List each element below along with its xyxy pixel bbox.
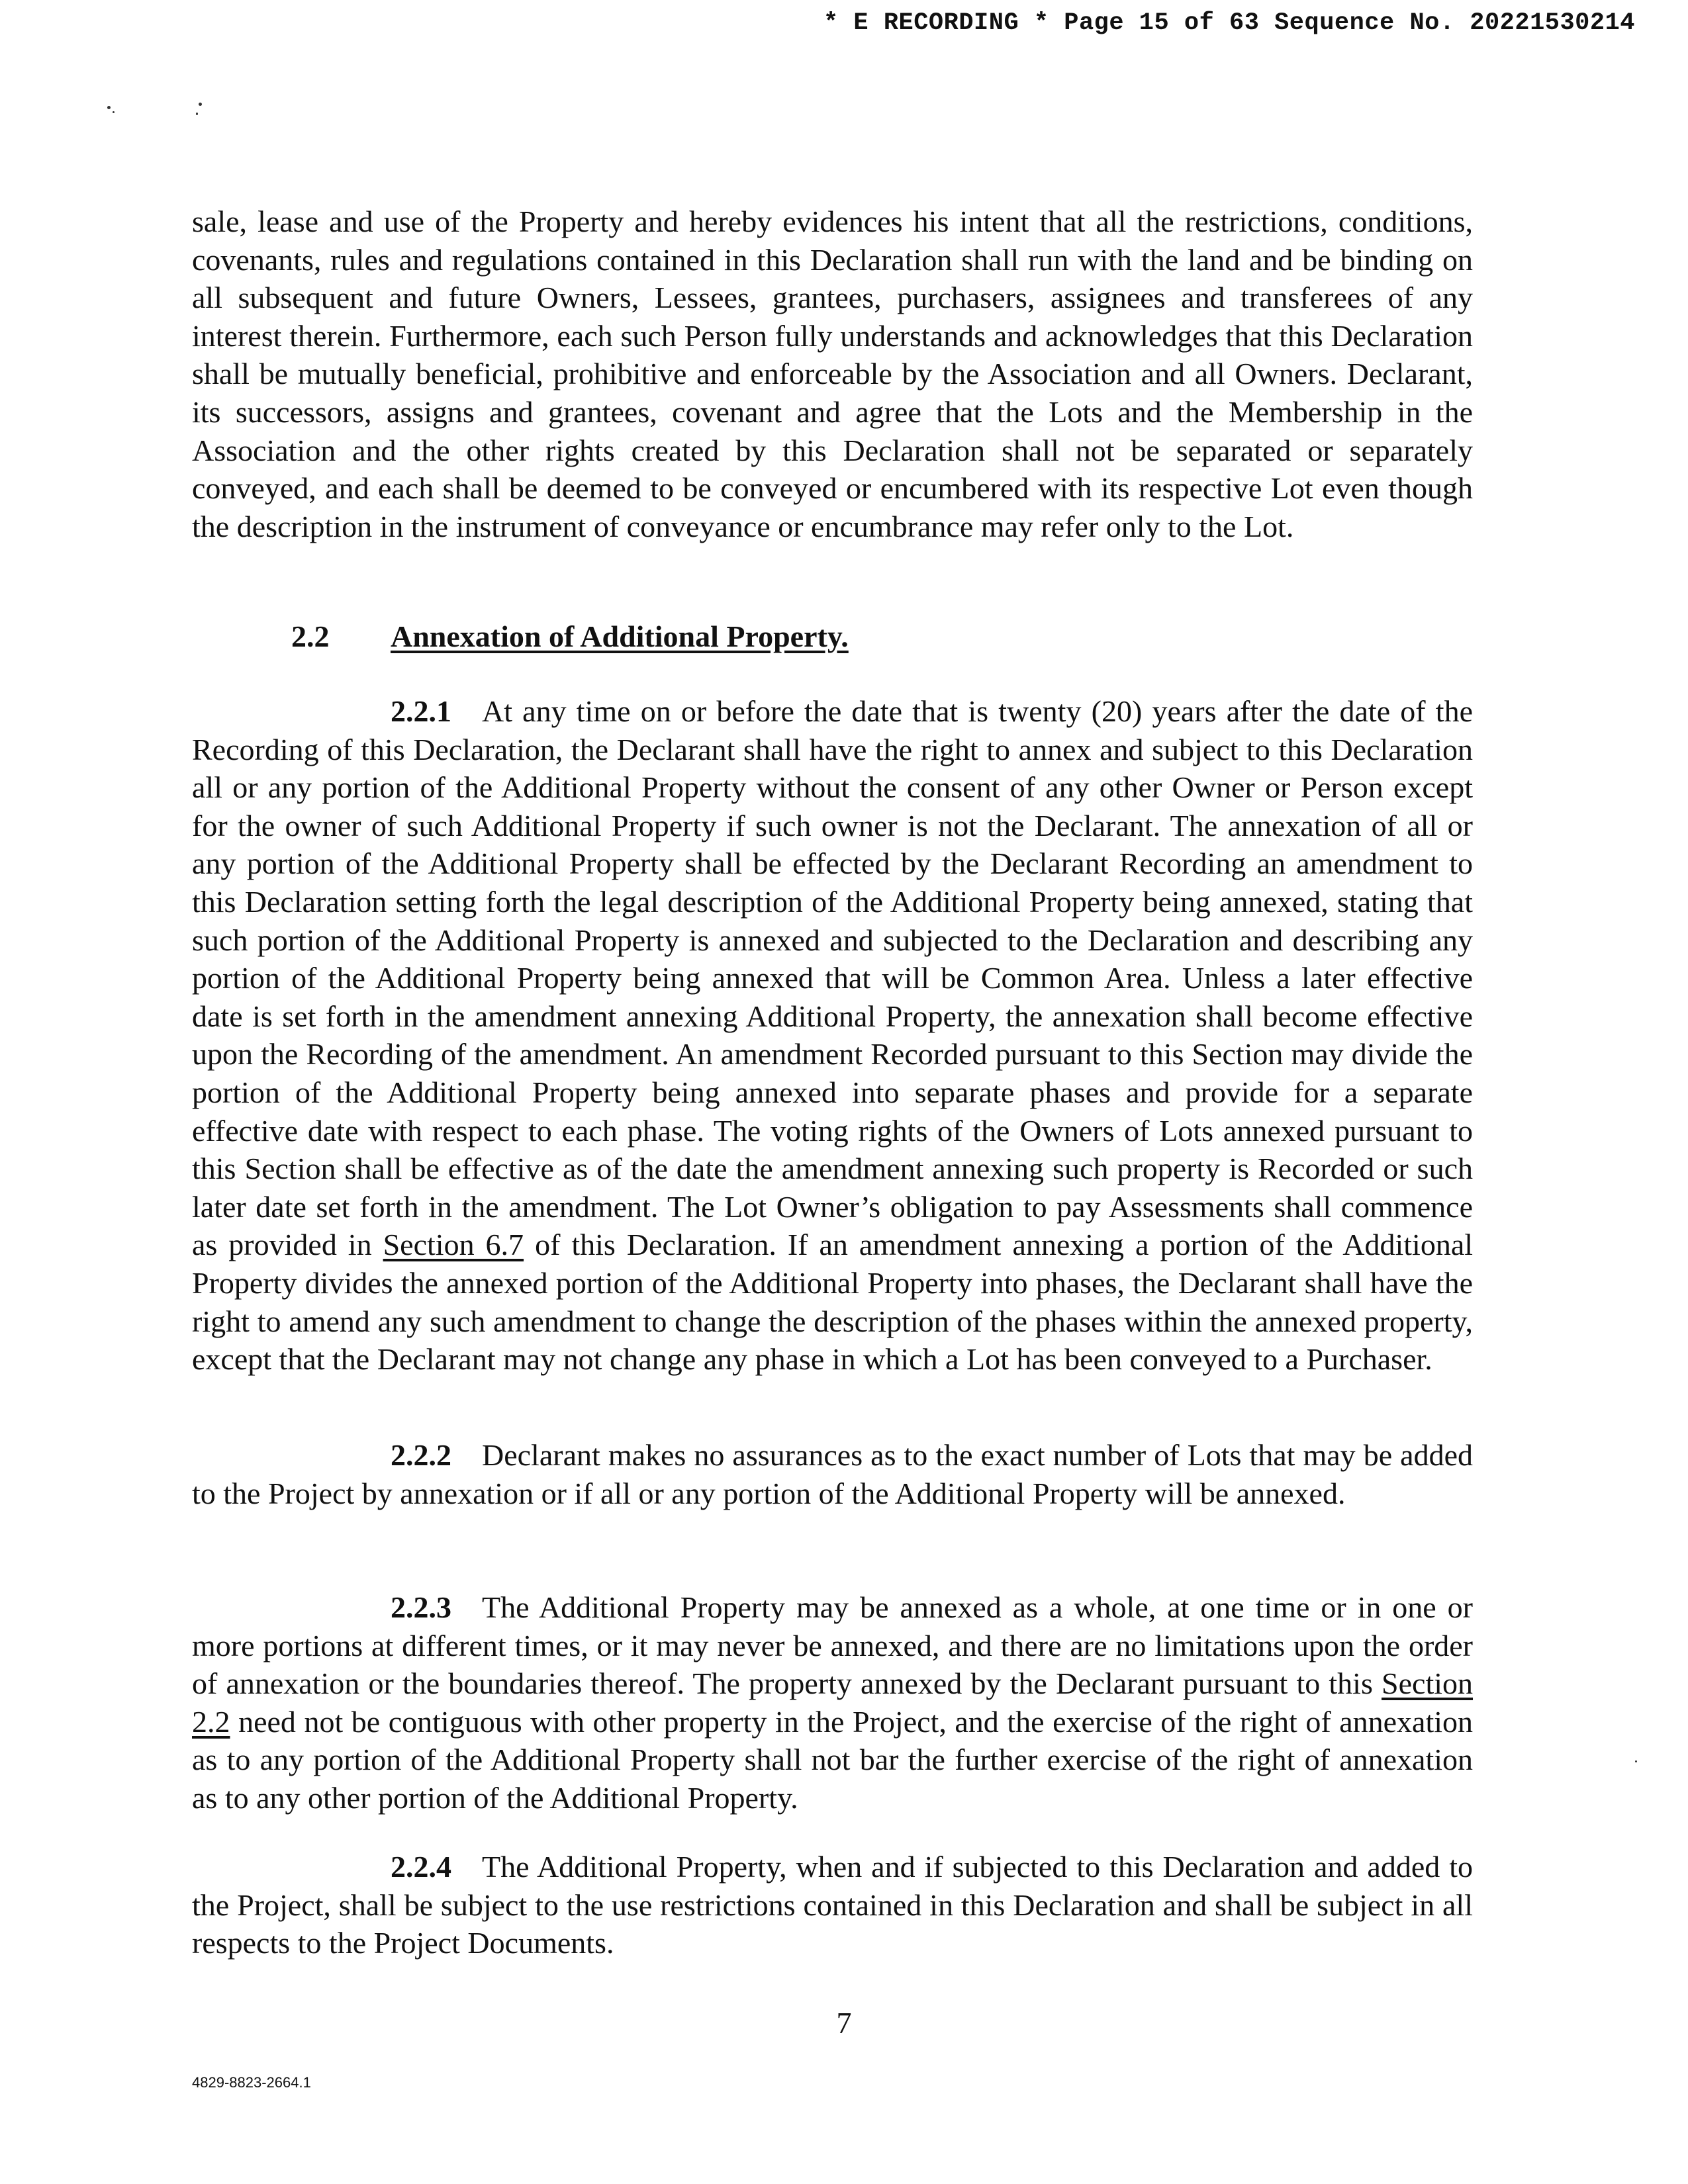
subsection-number: 2.2.3 <box>391 1590 451 1624</box>
scan-speck <box>107 106 111 109</box>
scan-speck <box>199 103 202 106</box>
section-reference: Section 6.7 <box>383 1228 524 1262</box>
section-heading <box>291 619 849 654</box>
subsection-text: Declarant makes no assurances as to the exact number of Lots that may be added to the Project by annexation or if all or any portion of the Additional Property will be annexed. <box>192 1438 1473 1510</box>
subsection-text: The Additional Property may be annexed as a whole, at one time or in one or more portions at different times, or it may never be annexed, and there are no limitations upon the order of annexation or the boundaries thereof. The property annexed by the Declarant pursuant to this <box>192 1590 1473 1701</box>
continuation-paragraph: sale, lease and use of the Property and hereby evidences his intent that all the restrictions, conditions, covenants, rules and regulations contained in this Declaration shall run with the land and be binding on all subsequent and future Owners, Lessees, grantees, purchasers, assignees and transferees of any interest therein. Furthermore, each such Person fully understands and acknowledges that this Declaration shall be mutually beneficial, prohibitive and enforceable by the Association and all Owners. Declarant, its successors, assigns and grantees, covenant and agree that the Lots and the Membership in the Association and the other rights created by this Declaration shall not be separated or separately conveyed, and each shall be deemed to be conveyed or encumbered with its respective Lot even though the description in the instrument of conveyance or encumbrance may refer only to the Lot. <box>192 205 1473 543</box>
scan-speck <box>1635 1760 1637 1762</box>
section-reference: Section 2.2 <box>192 1666 1474 1739</box>
subsection-number: 2.2.1 <box>391 694 451 728</box>
subsection-number: 2.2.4 <box>391 1850 451 1884</box>
subsection-2-2-2 <box>192 1436 1473 1512</box>
subsection-2-2-3 <box>192 1588 1473 1817</box>
subsection-text: At any time on or before the date that is twenty (20) years after the date of the Recording of this Declaration, the Declarant shall have the right to annex and subject to this Declaration all or any portion of the Additional Property without the consent of any other Owner or Person except for the owner of such Additional Property if such owner is not the Declarant. The annexation of all or any portion of the Additional Property shall be effected by the Declarant Recording an amendment to this Declaration setting forth the legal description of the Additional Property being annexed, stating that such portion of the Additional Property is annexed and subjected to the Declaration and describing any portion of the Additional Property being annexed that will be Common Area. Unless a later effective date is set forth in the amendment annexing Additional Property, the annexation shall become effective upon the Recording of the amendment. An amendment Recorded pursuant to this Section may divide the portion of the Additional Property being annexed into separate phases and provide for a separate effective date with respect to each phase. The voting rights of the Owners of Lots annexed pursuant to this Section shall be effective as of the date the amendment annexing such property is Recorded or such later date set forth in the amendment. The Lot Owner’s obligation to pay Assessments shall commence as provided in <box>192 694 1473 1262</box>
recording-stamp: * E RECORDING * Page 15 of 63 Sequence No. 20221530214 <box>823 9 1635 37</box>
subsection-text: The Additional Property, when and if subjected to this Declaration and added to the Project, shall be subject to the use restrictions contained in this Declaration and shall be subject in all respects to the Project Documents. <box>192 1850 1473 1960</box>
subsection-text: of this Declaration. If an amendment annexing a portion of the Additional Property divides the annexed portion of the Additional Property into phases, the Declarant shall have the right to amend any such amendment to change the description of the phases within the annexed property, except that the Declarant may not change any phase in which a Lot has been conveyed to a Purchaser. <box>192 1228 1474 1377</box>
subsection-number: 2.2.2 <box>391 1438 451 1472</box>
section-number: 2.2 <box>291 619 330 653</box>
document-id: 4829-8823-2664.1 <box>192 2074 311 2091</box>
page-number: 7 <box>836 2006 852 2040</box>
subsection-text: need not be contiguous with other property in the Project, and the exercise of the right of annexation as to any portion of the Additional Property shall not bar the further exercise of the right of annexation as to any other portion of the Additional Property. <box>192 1704 1474 1815</box>
scan-speck <box>113 111 115 113</box>
subsection-2-2-1 <box>192 692 1473 1379</box>
section-title: Annexation of Additional Property. <box>391 619 849 653</box>
scan-speck <box>196 113 198 115</box>
subsection-2-2-4 <box>192 1848 1473 1962</box>
